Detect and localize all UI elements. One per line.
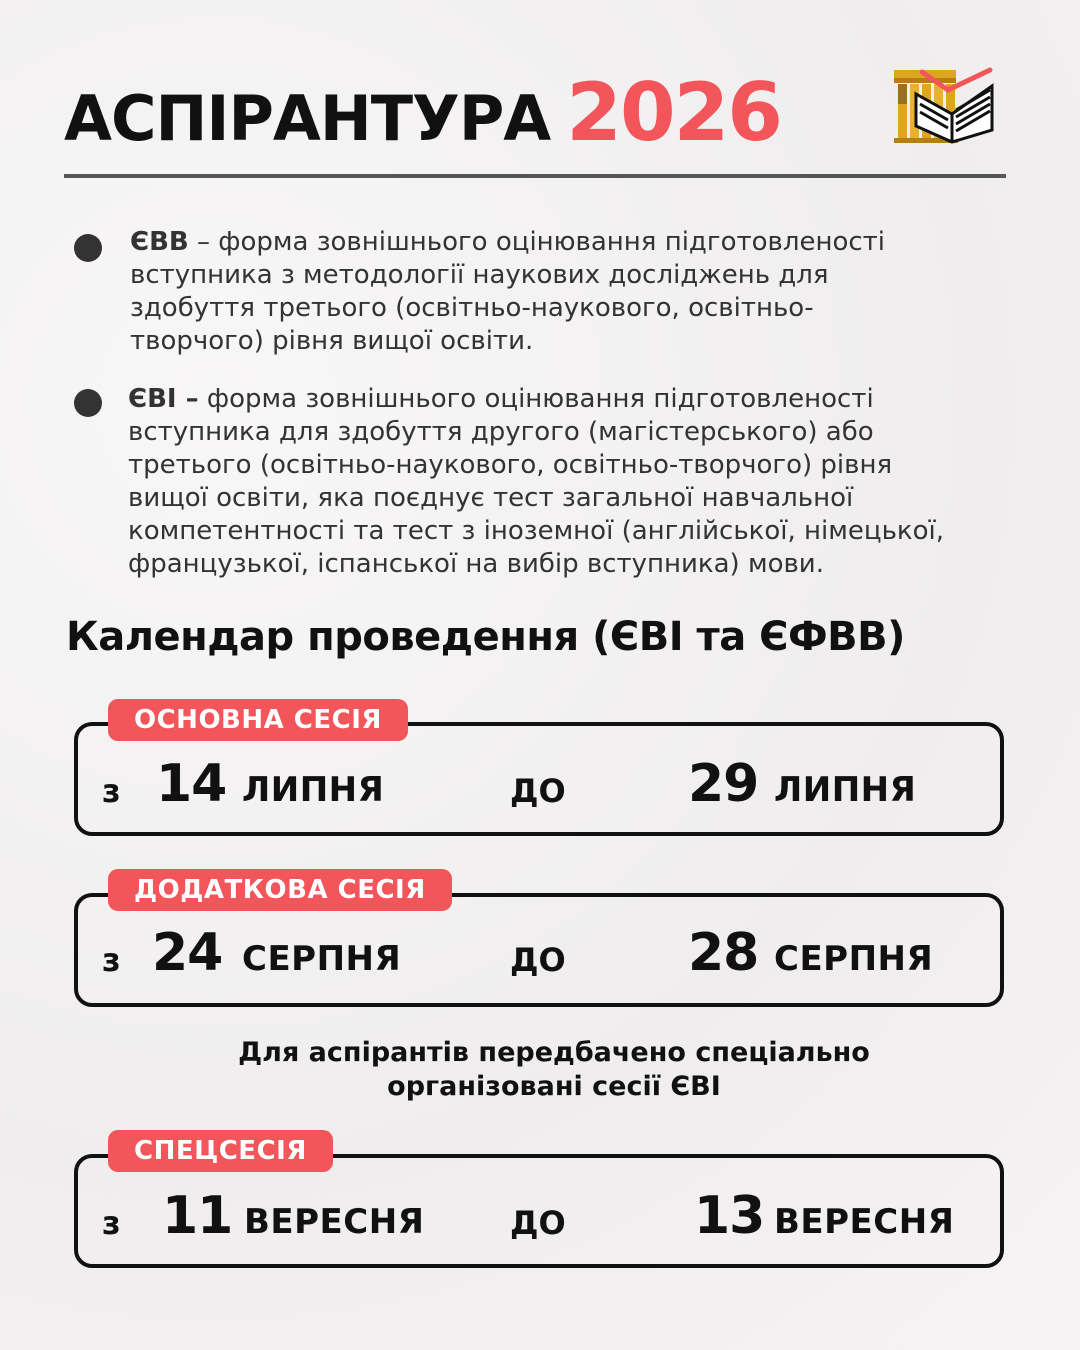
session-badge: СПЕЦСЕСІЯ [108,1130,333,1172]
note-line: Для аспірантів передбачено спеціально [238,1037,870,1068]
note-text [0,1036,1080,1104]
definition-line: французької, іспанської на вибір вступника) мови. [128,549,824,579]
definition-line: вступника з методології наукових досліджень для [130,260,829,290]
bullet-icon [74,389,102,417]
definition-line [130,226,885,259]
to-month: ВЕРЕСНЯ [774,1202,955,1242]
definition-line: здобуття третього (освітньо-наукового, освітньо- [130,293,814,323]
calendar-title: Календар проведення (ЄВІ та ЄФВВ) [66,614,905,660]
from-month: СЕРПНЯ [242,939,402,979]
bullet-icon [74,234,102,262]
from-day: 24 [152,923,223,983]
definition-separator [199,384,207,414]
to-month: СЕРПНЯ [774,939,934,979]
from-prep: з [102,1204,121,1242]
university-building-book-logo-icon [892,64,1000,144]
note-line: організовані сесії ЄВІ [387,1071,721,1102]
from-month: ВЕРЕСНЯ [244,1202,425,1242]
title-text: АСПІРАНТУРА [64,82,551,155]
definition-line: творчого) рівня вищої освіти. [130,326,534,356]
from-prep: з [102,772,121,810]
from-month: ЛИПНЯ [242,770,385,810]
definition-separator: – [188,227,219,257]
from-day: 11 [162,1186,233,1246]
to-prep: ДО [510,941,566,979]
to-day: 29 [688,754,759,814]
definition-term: ЄВІ – [128,384,199,414]
to-month: ЛИПНЯ [774,770,917,810]
definition-line: вищої освіти, яка поєднує тест загальної навчальної [128,483,854,513]
to-day: 13 [694,1186,765,1246]
to-day: 28 [688,923,759,983]
session-badge: ДОДАТКОВА СЕСІЯ [108,869,452,911]
definition-term: ЄВВ [130,227,189,257]
title-year: 2026 [566,66,781,159]
definition-line: вступника для здобуття другого (магістерського) або [128,417,874,447]
from-prep: з [102,941,121,979]
definition-line: третього (освітньо-наукового, освітньо-творчого) рівня [128,450,893,480]
definition-line: компетентності та тест з іноземної (англійської, німецької, [128,516,944,546]
header-divider [64,174,1006,178]
to-prep: ДО [510,772,566,810]
definition-line [128,383,944,416]
from-day: 14 [156,754,227,814]
definition-text: форма зовнішнього оцінювання підготовленості [206,384,874,414]
to-prep: ДО [510,1204,566,1242]
page-title [64,66,781,159]
session-badge: ОСНОВНА СЕСІЯ [108,699,408,741]
definition-text: форма зовнішнього оцінювання підготовленості [218,227,886,257]
